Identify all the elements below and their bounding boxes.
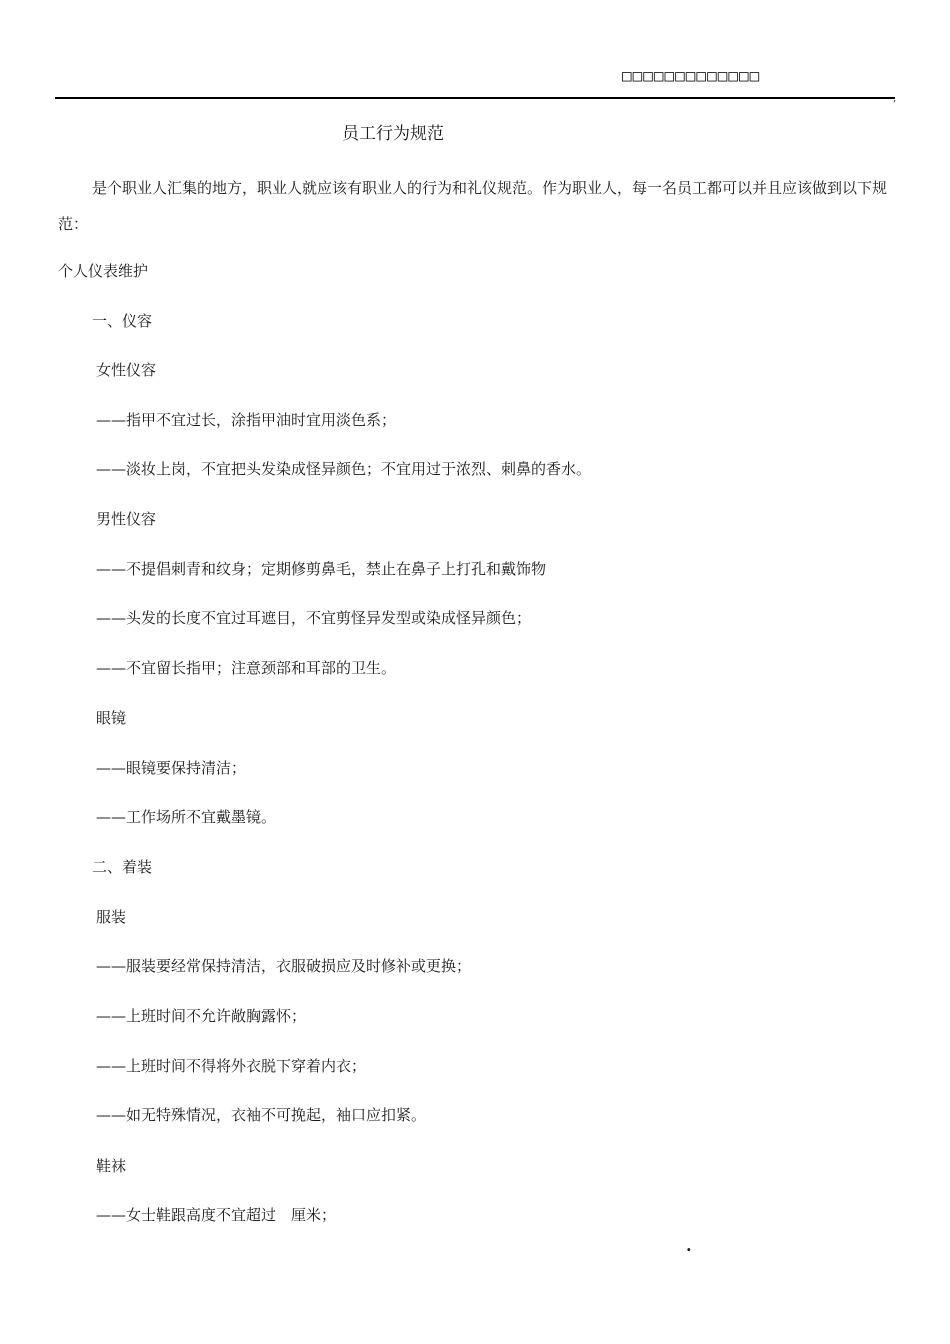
- item-heading-shoes: 鞋袜: [96, 1157, 127, 1175]
- rule-line: ——不提倡刺青和纹身；定期修剪鼻毛，禁止在鼻子上打孔和戴饰物: [96, 560, 547, 578]
- rule-line: ——上班时间不允许敞胸露怀；: [96, 1007, 307, 1025]
- section-heading-appearance: 个人仪表维护: [58, 262, 149, 280]
- rule-line: ——眼镜要保持清洁；: [96, 759, 247, 777]
- document-title: 员工行为规范: [342, 124, 444, 144]
- item-heading-glasses: 眼镜: [96, 709, 127, 727]
- item-heading-male: 男性仪容: [96, 510, 157, 528]
- rule-line: ——不宜留长指甲；注意颈部和耳部的卫生。: [96, 659, 397, 677]
- intro-paragraph: 是个职业人汇集的地方，职业人就应该有职业人的行为和礼仪规范。作为职业人，每一名员工都可以并且应该做到以下规范：: [58, 179, 888, 233]
- item-heading-clothing: 服装: [96, 908, 127, 926]
- header-text: □□□□□□□□□□□□□: [622, 66, 761, 85]
- rule-line: ——淡妆上岗，不宜把头发染成怪异颜色；不宜用过于浓烈、刺鼻的香水。: [96, 460, 592, 478]
- header-end-mark: ,: [893, 93, 897, 104]
- subsection-heading-dress: 二、着装: [92, 858, 153, 876]
- subsection-heading-grooming: 一、仪容: [92, 312, 153, 330]
- rule-line: ——女士鞋跟高度不宜超过 厘米；: [96, 1206, 337, 1224]
- rule-line: ——头发的长度不宜过耳遮目，不宜剪怪异发型或染成怪异颜色；: [96, 609, 532, 627]
- rule-line: ——如无特殊情况，衣袖不可挽起，袖口应扣紧。: [96, 1106, 427, 1124]
- rule-line: ——服装要经常保持清洁，衣服破损应及时修补或更换；: [96, 957, 472, 975]
- footer-mark: .: [686, 1236, 692, 1255]
- rule-line: ——指甲不宜过长，涂指甲油时宜用淡色系；: [96, 411, 397, 429]
- rule-line: ——上班时间不得将外衣脱下穿着内衣；: [96, 1057, 367, 1075]
- header-rule: [55, 97, 895, 99]
- item-heading-female: 女性仪容: [96, 361, 157, 379]
- rule-line: ——工作场所不宜戴墨镜。: [96, 808, 277, 826]
